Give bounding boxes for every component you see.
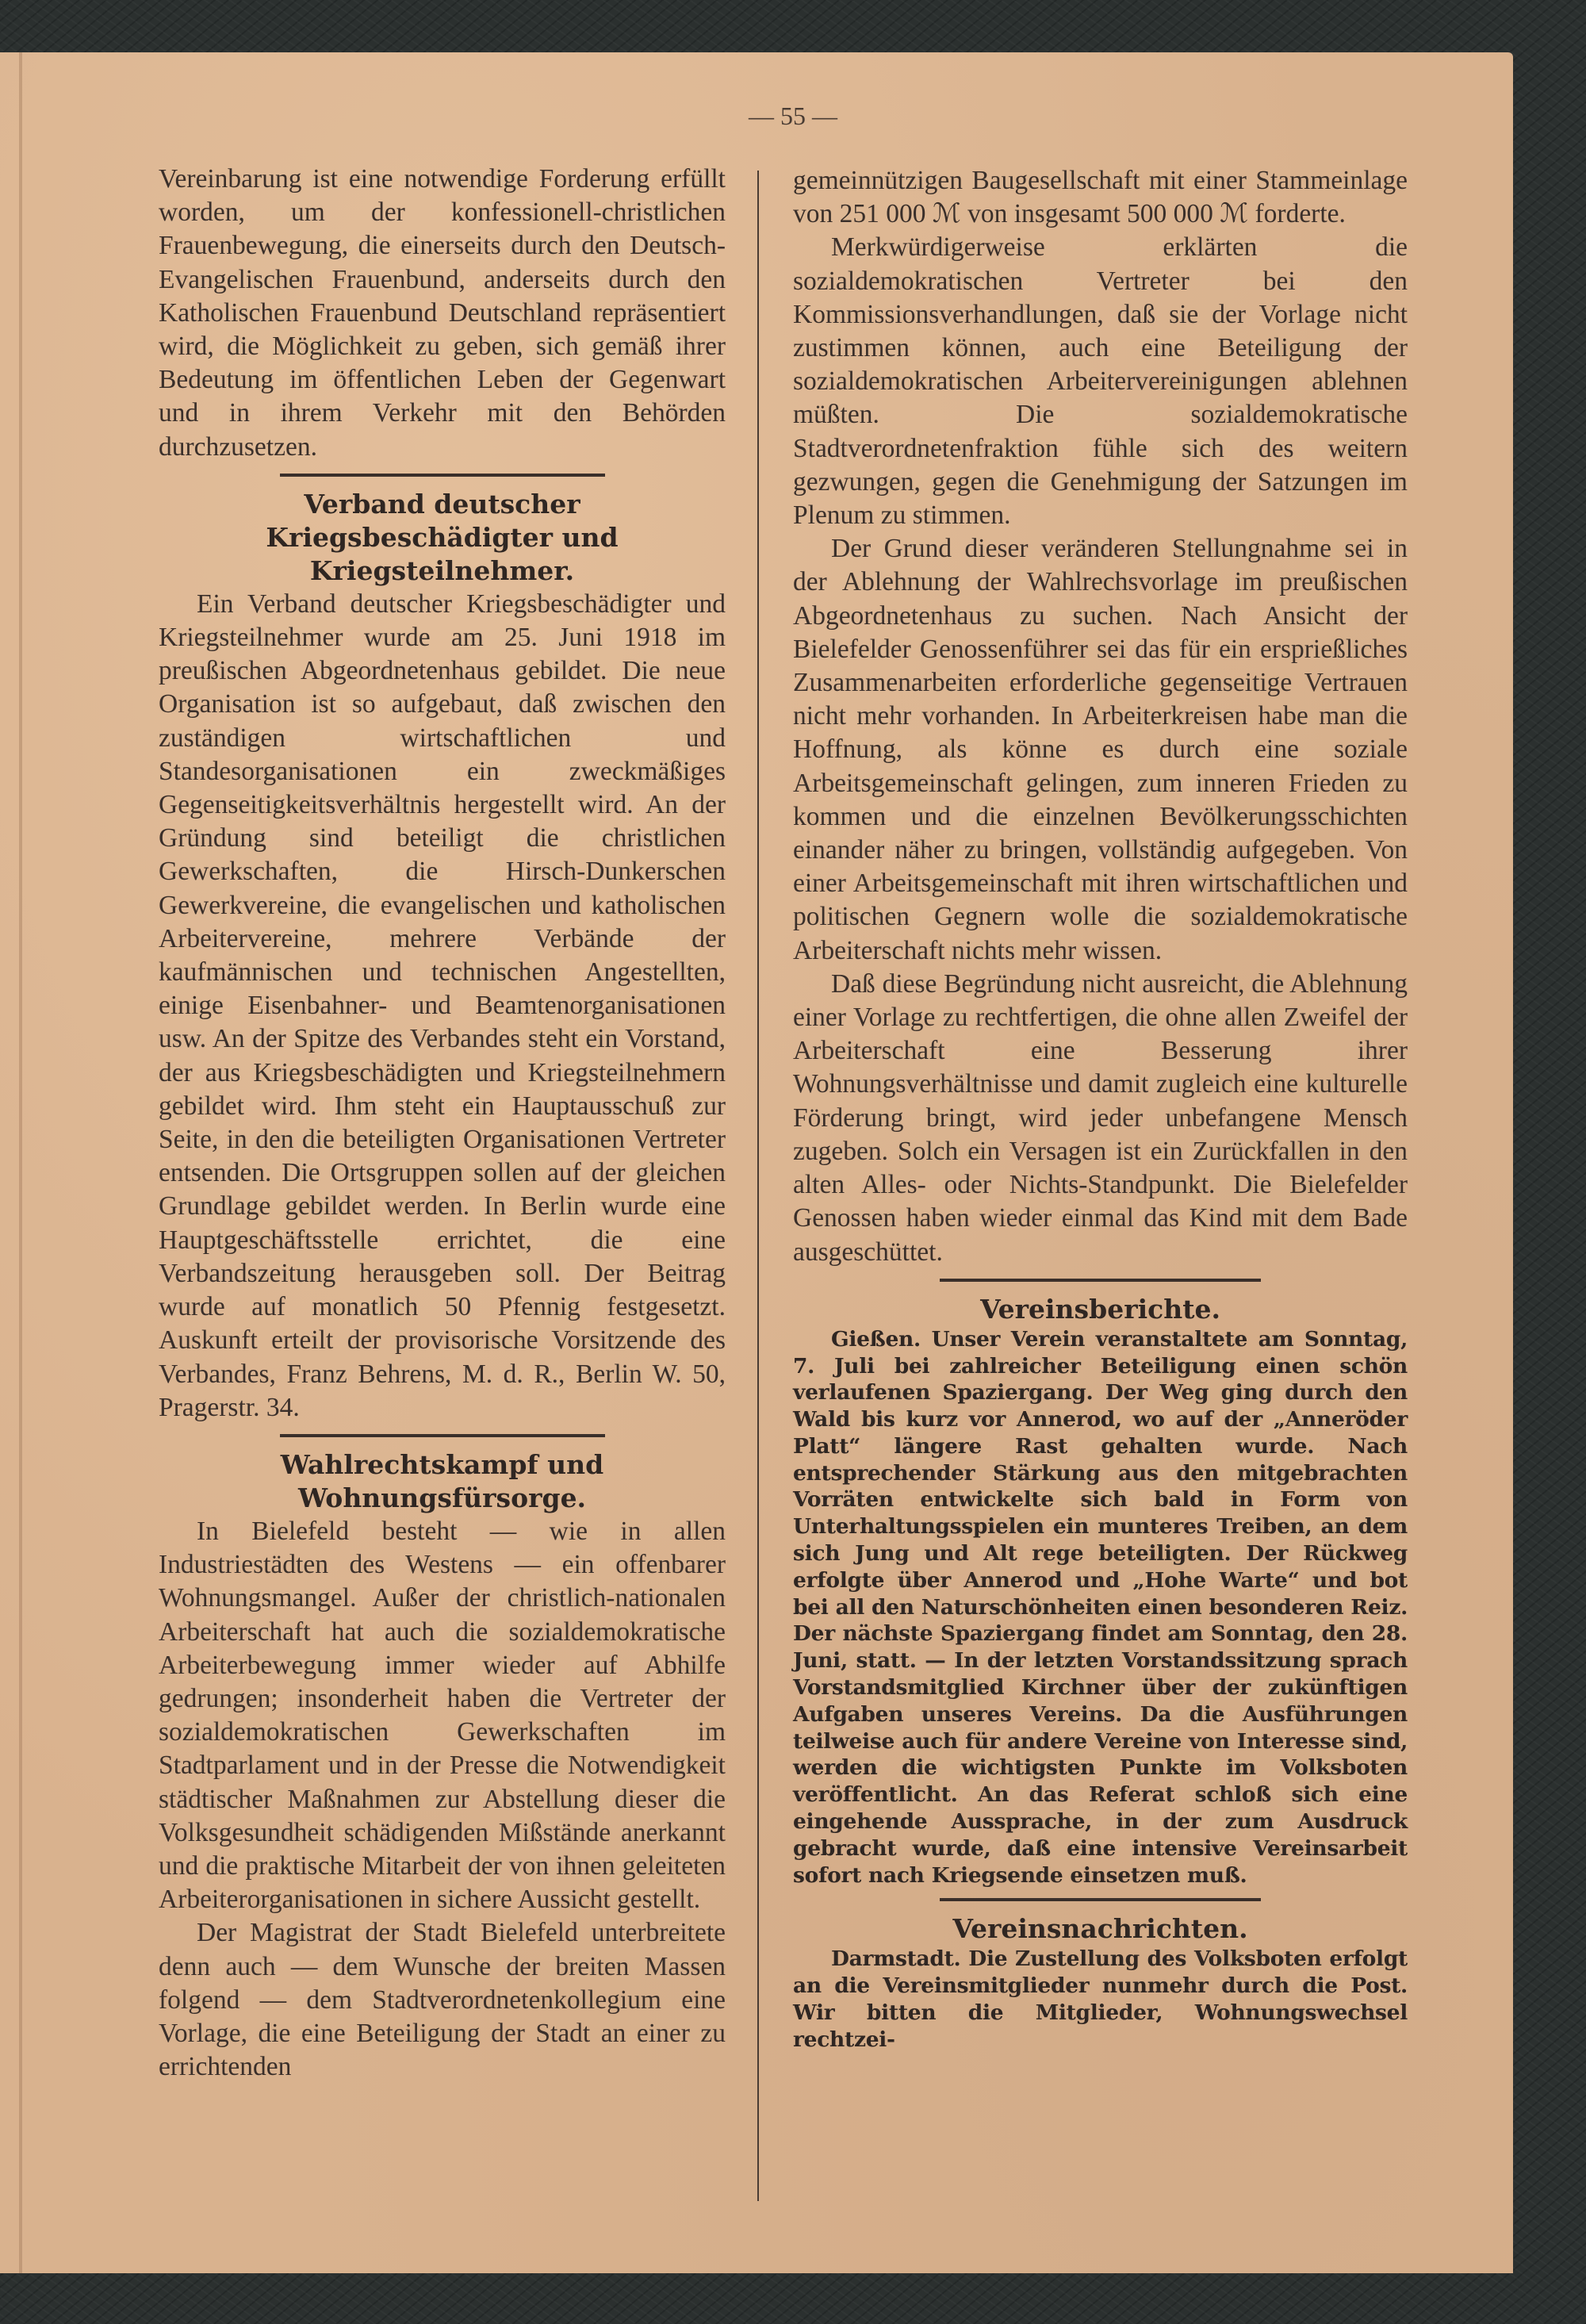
news-body: Die Zustellung des Volksboten erfolgt an die Vereinsmitglieder nunmehr durch die Post. Wir bitten die Mitglieder, Wohnungswechsel rechtzei- (793, 1946, 1408, 2052)
article-paragraph: gemeinnützigen Baugesellschaft mit einer Stammeinlage von 251 000 ℳ von insgesamt 500 000 ℳ forderte. (793, 166, 1408, 229)
section-title-vereinsberichte: Vereinsberichte. (980, 1293, 1220, 1325)
binding-fold (19, 52, 22, 2273)
news-place: Darmstadt. (831, 1946, 961, 1972)
article-paragraph: Merkwürdigerweise erklärten die sozialdemokratischen Vertreter bei den Kommissionsverhandlungen, daß sie der Vorlage nicht zustimmen können, auch eine Beteiligung der sozialdemokratischen Arbeitervereinigungen ablehnen müßten. Die sozialdemokratische Stadtverordnetenfraktion fühle sich des weitern gezwungen, gegen die Genehmigung der Satzungen im Plenum zu stimmen. (793, 232, 1408, 531)
article-paragraph: Der Magistrat der Stadt Bielefeld unterbreitete denn auch — dem Wunsche der breiten Massen folgend — dem Stadtverordnetenkollegium eine Vorlage, die eine Beteiligung der Stadt an einer zu errichtenden (159, 1918, 726, 2082)
report-giessen (793, 1326, 1408, 1889)
section-rule (940, 1898, 1261, 1901)
continuation-paragraph: Vereinbarung ist eine notwendige Forderung erfüllt worden, um der konfessionell-christlichen Frauenbewegung, die einerseits durch den Deutsch-Evangelischen Frauenbund, anderseits durch den Katholischen Frauenbund Deutschland repräsentiert wird, die Möglichkeit zu geben, sich gemäß ihrer Bedeutung im öffentlichen Leben der Gegenwart und in ihrem Verkehr mit den Behörden durchzusetzen. (159, 164, 726, 462)
article-body-kriegsbeschaedigte: Ein Verband deutscher Kriegsbeschädigter und Kriegsteilnehmer wurde am 25. Juni 1918 im preußischen Abgeordnetenhaus gebildet. Die neue Organisation ist so aufgebaut, daß zwischen den zuständigen wirtschaftlichen und Standesorganisationen ein zweckmäßiges Gegenseitigkeitsverhältnis hergestellt wird. An der Gründung sind beteiligt die christlichen Gewerkschaften, die Hirsch-Dunkerschen Gewerkvereine, die evangelischen und katholischen Arbeitervereine, mehrere Verbände der kaufmännischen und technischen Angestellten, einige Eisenbahner- und Beamtenorganisationen usw. An der Spitze des Verbandes steht ein Vorstand, der aus Kriegsbeschädigten und Kriegsteilnehmern gebildet wird. Ihm steht ein Hauptausschuß zur Seite, in den die beteiligten Organisationen Vertreter entsenden. Die Ortsgruppen sollen auf der gleichen Grundlage gebildet werden. In Berlin wurde eine Hauptgeschäftsstelle errichtet, die eine Verbandszeitung herausgeben soll. Der Beitrag wurde auf monatlich 50 Pfennig festgesetzt. Auskunft erteilt der provisorische Vorsitzende des Verbandes, Franz Behrens, M. d. R., Berlin W. 50, Pragerstr. 34. (159, 589, 726, 1422)
report-body: Unser Verein veranstaltete am Sonntag, 7. Juli bei zahlreicher Beteiligung einen schön verlaufenen Spaziergang. Der Weg ging durch den Wald bis kurz vor Annerod, wo auf der „Anneröder Platt“ längere Rast gehalten wurde. Nach entsprechender Stärkung aus den mitgebrachten Vorräten entwickelte sich bald in Form von Unterhaltungsspielen ein munteres Treiben, an dem sich Jung und Alt rege beteiligten. Der Rückweg erfolgte über Annerod und „Hohe Warte“ und bot bei all den Naturschönheiten einen besonderen Reiz. Der nächste Spaziergang findet am Sonntag, den 28. Juni, statt. — In der letzten Vorstandssitzung sprach Vorstandsmitglied Kirchner über der zukünftigen Aufgaben unseres Vereins. Da die Ausführungen teilweise auch für andere Vereine von Interesse sind, werden die wichtigsten Punkte im Volksboten veröffentlicht. An das Referat schloß sich eine eingehende Aussprache, in der zum Ausdruck gebracht wurde, daß eine intensive Vereinsarbeit sofort nach Kriegsende einsetzen muß. (793, 1326, 1408, 1888)
news-darmstadt (793, 1946, 1408, 2053)
article-paragraph: Der Grund dieser veränderen Stellungnahme sei in der Ablehnung der Wahlrechsvorlage im preußischen Abgeordnetenhaus zu suchen. Nach Ansicht der Bielefelder Genossenführer sei das für ein ersprießliches Zusammenarbeiten erforderliche gegenseitige Vertrauen nicht mehr vorhanden. In Arbeiterkreisen habe man die Hoffnung, als könne es durch eine soziale Arbeitsgemeinschaft gelingen, zum inneren Frieden zu kommen und die einzelnen Bevölkerungsschichten einander näher zu bringen, vollständig aufgegeben. Von einer Arbeitsgemeinschaft mit ihren wirtschaftlichen und politischen Gegnern wolle die sozialdemokratische Arbeiterschaft nichts mehr wissen. (793, 534, 1408, 965)
article-paragraph: In Bielefeld besteht — wie in allen Industriestädten des Westens — ein offenbarer Wohnungsmangel. Außer der christlich-nationalen Arbeiterschaft hat auch die sozialdemokratische Arbeiterbewegung immer wieder auf Abhilfe gedrungen; insonderheit haben die Vertreter der sozialdemokratischen Gewerkschaften im Stadtparlament und in der Presse die Notwendigkeit städtischer Maßnahmen zur Abstellung dieser die Volksgesundheit schädigenden Mißstände anerkannt und die praktische Mitarbeit der von ihnen geleiteten Arbeiterorganisationen in sichere Aussicht gestellt. (159, 1516, 726, 1915)
report-place: Gießen. (831, 1326, 921, 1352)
article-title-kriegsbeschaedigte: Verband deutscher Kriegsbeschädigter und Kriegsteilnehmer. (266, 488, 619, 586)
column-divider (757, 171, 759, 2201)
section-title-vereinsnachrichten: Vereinsnachrichten. (952, 1913, 1248, 1945)
left-column (159, 163, 726, 2084)
page-number: — 55 — (749, 102, 837, 130)
section-rule (280, 474, 605, 477)
article-title-wahlrechtskampf: Wahlrechtskampf und Wohnungsfürsorge. (280, 1448, 604, 1513)
right-column (793, 164, 1408, 2054)
article-paragraph: Daß diese Begründung nicht ausreicht, die Ablehnung einer Vorlage zu rechtfertigen, die ohne allen Zweifel der Arbeiterschaft eine Besserung ihrer Wohnungsverhältnisse und damit zugleich eine kulturelle Förderung bringt, wird jeder unbefangene Mensch zugeben. Solch ein Versagen ist ein Zurückfallen in den alten Alles- oder Nichts-Standpunkt. Die Bielefelder Genossen haben wieder einmal das Kind mit dem Bade ausgeschüttet. (793, 968, 1408, 1267)
section-rule (940, 1279, 1261, 1282)
section-rule (280, 1434, 605, 1437)
